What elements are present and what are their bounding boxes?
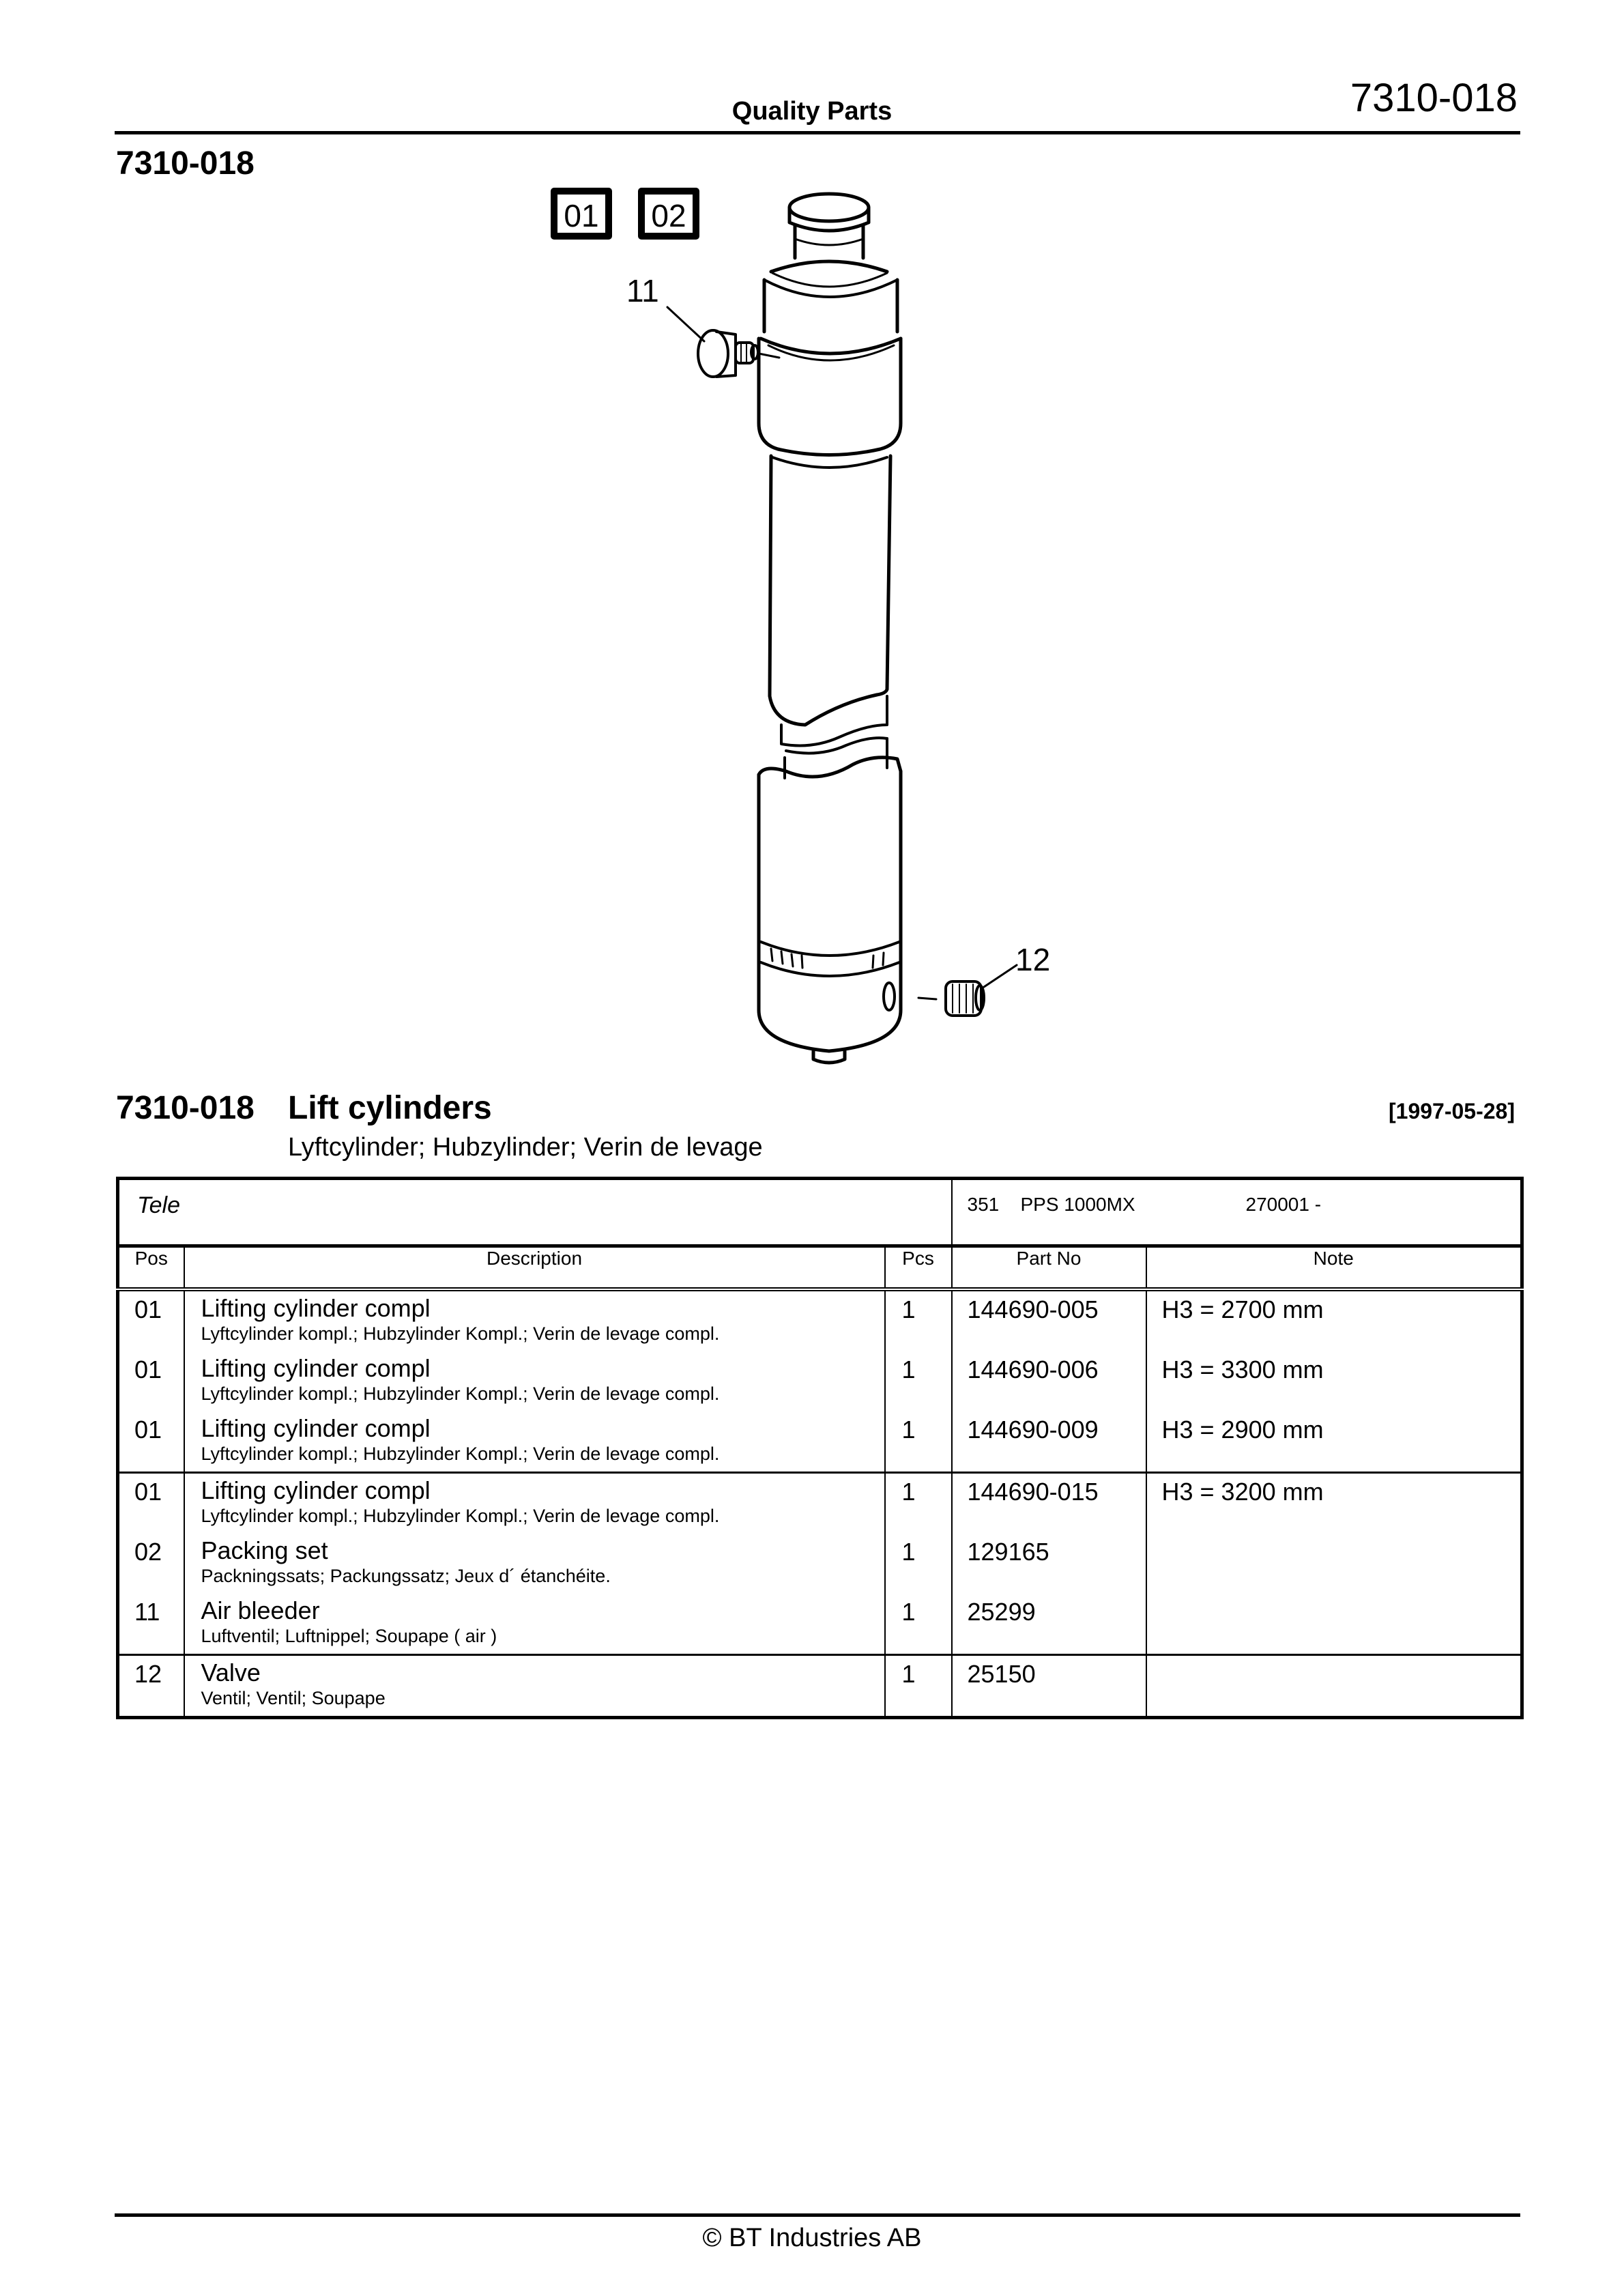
model-type-no: 351 (967, 1194, 1000, 1215)
page-code: 7310-018 (1350, 76, 1518, 120)
title-date: [1997-05-28] (1389, 1099, 1515, 1123)
footer-divider (115, 2213, 1520, 2217)
model-info (952, 1179, 1522, 1246)
row-desc-translations: Lyftcylinder kompl.; Hubzylinder Kompl.; Verin de levage compl. (201, 1506, 720, 1526)
col-header-part-no: Part No (952, 1246, 1146, 1290)
row-desc-translations: Ventil; Ventil; Soupape (201, 1688, 386, 1708)
row-desc-translations: Luftventil; Luftnippel; Soupape ( air ) (201, 1626, 497, 1646)
section-code: 7310-018 (116, 145, 255, 182)
row-note: H3 = 3200 mm (1146, 1473, 1522, 1534)
row-part-no[interactable]: 25150 (952, 1655, 1146, 1718)
row-description (184, 1655, 885, 1718)
callout-box-01 (554, 191, 609, 236)
row-description (184, 1411, 885, 1473)
row-part-no[interactable]: 144690-005 (952, 1289, 1146, 1351)
row-desc-translations: Packningssats; Packungssatz; Jeux d´ étanchéite. (201, 1566, 611, 1586)
table-row (118, 1289, 1522, 1351)
row-pcs: 1 (885, 1351, 952, 1411)
col-header-pcs: Pcs (885, 1246, 952, 1290)
col-header-description: Description (184, 1246, 885, 1290)
row-pos: 01 (134, 1478, 162, 1506)
row-pcs: 1 (885, 1473, 952, 1534)
table-row (118, 1655, 1522, 1718)
model-variant: Tele (118, 1179, 952, 1246)
callout-11-label: 11 (626, 273, 659, 308)
row-part-no[interactable]: 144690-009 (952, 1411, 1146, 1473)
row-desc-main: Lifting cylinder compl (201, 1294, 431, 1322)
row-pcs: 1 (885, 1289, 952, 1351)
section-title-row (116, 1089, 1520, 1130)
row-pos: 11 (118, 1594, 184, 1655)
callout-box-02 (641, 191, 696, 236)
row-description (184, 1534, 885, 1594)
row-pos: 01 (134, 1355, 162, 1383)
row-part-no[interactable]: 144690-015 (952, 1473, 1146, 1534)
row-description (184, 1289, 885, 1351)
col-header-pos: Pos (118, 1246, 184, 1290)
row-note: H3 = 3300 mm (1146, 1351, 1522, 1411)
svg-text:01: 01 (564, 198, 599, 233)
table-row (118, 1411, 1522, 1473)
valve-drawing-icon (918, 965, 1017, 1016)
row-desc-main: Lifting cylinder compl (201, 1414, 431, 1442)
title-translations: Lyftcylinder; Hubzylinder; Verin de levage (288, 1133, 763, 1162)
footer-copyright: © BT Industries AB (702, 2224, 922, 2252)
row-desc-translations: Lyftcylinder kompl.; Hubzylinder Kompl.; Verin de levage compl. (201, 1323, 720, 1344)
column-header-row (118, 1246, 1522, 1290)
table-row (118, 1594, 1522, 1655)
row-pos: 12 (134, 1660, 162, 1688)
parts-table (116, 1177, 1524, 1719)
table-row (118, 1351, 1522, 1411)
row-desc-main: Packing set (201, 1536, 328, 1564)
model-serial-range: 270001 - (1245, 1194, 1322, 1215)
row-pcs: 1 (885, 1594, 952, 1655)
row-desc-main: Lifting cylinder compl (201, 1354, 431, 1382)
table-row (118, 1534, 1522, 1594)
row-description (184, 1594, 885, 1655)
row-note (1146, 1534, 1522, 1594)
row-note (1146, 1655, 1522, 1718)
row-pos: 01 (118, 1411, 184, 1473)
exploded-parts-diagram (519, 171, 1133, 1072)
row-part-no[interactable]: 25299 (952, 1594, 1146, 1655)
col-header-note: Note (1146, 1246, 1522, 1290)
callout-12-label: 12 (1015, 942, 1051, 977)
row-pcs: 1 (885, 1534, 952, 1594)
header-divider (115, 131, 1520, 134)
row-part-no[interactable]: 129165 (952, 1534, 1146, 1594)
model-name: PPS 1000MX (1020, 1194, 1135, 1215)
title-code: 7310-018 (116, 1090, 255, 1126)
row-pos: 01 (134, 1295, 162, 1323)
row-note (1146, 1594, 1522, 1655)
row-description (184, 1351, 885, 1411)
row-pos: 02 (134, 1538, 162, 1566)
row-desc-translations: Lyftcylinder kompl.; Hubzylinder Kompl.; Verin de levage compl. (201, 1383, 720, 1404)
row-description (184, 1473, 885, 1534)
row-desc-main: Air bleeder (201, 1596, 320, 1624)
row-desc-main: Valve (201, 1659, 261, 1687)
row-desc-main: Lifting cylinder compl (201, 1476, 431, 1504)
table-row (118, 1473, 1522, 1534)
header-title: Quality Parts (731, 97, 893, 126)
lift-cylinder-drawing-icon (759, 194, 901, 1063)
row-pcs: 1 (885, 1411, 952, 1473)
air-bleeder-drawing-icon (698, 330, 779, 377)
model-row (118, 1179, 1522, 1246)
row-pcs: 1 (885, 1655, 952, 1718)
svg-text:02: 02 (651, 198, 686, 233)
title-name: Lift cylinders (288, 1090, 492, 1126)
row-part-no[interactable]: 144690-006 (952, 1351, 1146, 1411)
row-note: H3 = 2900 mm (1146, 1411, 1522, 1473)
row-desc-translations: Lyftcylinder kompl.; Hubzylinder Kompl.; Verin de levage compl. (201, 1444, 720, 1464)
row-note: H3 = 2700 mm (1146, 1289, 1522, 1351)
